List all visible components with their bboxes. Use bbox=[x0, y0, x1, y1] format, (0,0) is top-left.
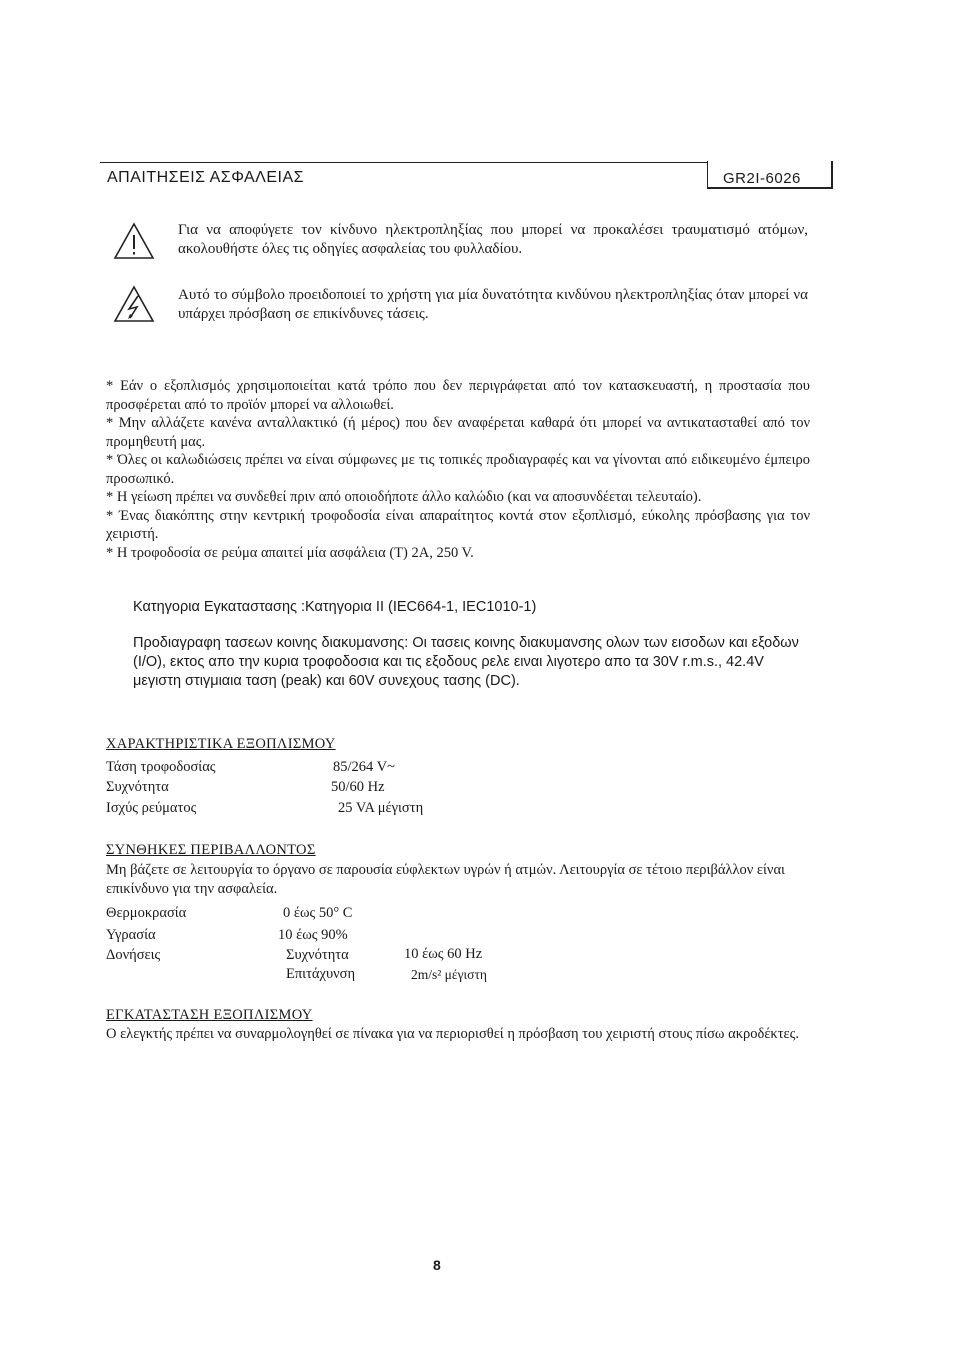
page-number: 8 bbox=[433, 1257, 441, 1273]
list-item: * Μην αλλάζετε κανένα ανταλλακτικό (ή μέρος) που δεν αναφέρεται καθαρά ότι μπορεί να αντικατασταθεί από τον προμηθευτή μας. bbox=[106, 415, 810, 450]
voltage-spec bbox=[133, 634, 808, 691]
list-item: * Ένας διακόπτης στην κεντρική τροφοδοσία είναι απαραίτητος κοντά στον εξοπλισμό, εύκολης πρόσβασης για τον χειριστή. bbox=[106, 507, 810, 542]
installation-text bbox=[106, 1025, 810, 1044]
humidity-label: Υγρασία bbox=[106, 927, 156, 943]
list-item: * Η τροφοδοσία σε ρεύμα απαιτεί μία ασφάλεια (T) 2A, 250 V. bbox=[106, 544, 474, 561]
spec-value-frequency: 50/60 Hz bbox=[331, 779, 385, 795]
warning-text-shock: Για να αποφύγετε τον κίνδυνο ηλεκτροπληξίας που μπορεί να προκαλέσει τραυματισμό ατόμων, ακολουθήστε όλες τις οδηγίες ασφαλείας του φυλλαδίου. bbox=[178, 222, 808, 257]
list-item: * Η γείωση πρέπει να συνδεθεί πριν από οποιοδήποτε άλλο καλώδιο (και να αποσυνδέεται τελευταίο). bbox=[106, 489, 702, 505]
list-item: * Όλες οι καλωδιώσεις πρέπει να είναι σύμφωνες με τις τοπικές προδιαγραφές και να γίνονται από ειδικευμένο έμπειρο προσωπικό. bbox=[106, 452, 810, 487]
spec-value-voltage: 85/264 V~ bbox=[333, 759, 395, 775]
acceleration-value: 2m/s² μέγιστη bbox=[411, 967, 487, 982]
warning-triangle-icon bbox=[113, 222, 155, 260]
voltage-spec-text: Προδιαγραφη τασεων κοινης διακυμανσης: Οι τασεις κοινης διακυμανσης ολων των εισοδων και εξοδων (I/O), εκτος απο την κυρια τροφοδοσια και τις εξοδους ρελε ειναι λιγοτερο απο τα 30V r.m.s., 42.4V μεγιστη στιγμιαια ταση (peak) και 60V συνεχους τασης (DC). bbox=[133, 635, 799, 689]
temperature-value: 0 έως 50° C bbox=[283, 905, 353, 921]
header-rule bbox=[100, 162, 708, 163]
document-code: GR2I-6026 bbox=[723, 170, 801, 187]
page-title: ΑΠΑΙΤΗΣΕΙΣ ΑΣΦΑΛΕΙΑΣ bbox=[107, 169, 305, 186]
environment-text bbox=[106, 861, 810, 899]
safety-bullet-list bbox=[106, 377, 810, 562]
spec-label-power: Ισχύς ρεύματος bbox=[106, 800, 197, 816]
environment-section-title: ΣΥΝΘΗΚΕΣ ΠΕΡΙΒΑΛΛΟΝΤΟΣ bbox=[106, 842, 316, 858]
spec-label-voltage: Τάση τροφοδοσίας bbox=[106, 759, 216, 775]
frequency-label: Συχνότητα bbox=[286, 947, 349, 963]
installation-paragraph: Ο ελεγκτής πρέπει να συναρμολογηθεί σε πίνακα για να περιορισθεί η πρόσβαση του χειριστή στους πίσω ακροδέκτες. bbox=[106, 1026, 799, 1042]
list-item: * Εάν ο εξοπλισμός χρησιμοποιείται κατά τρόπο που δεν περιγράφεται από τον κατασκευαστή, η προστασία που προσφέρεται από το προϊόν μπορεί να αλλοιωθεί. bbox=[106, 378, 810, 413]
environment-paragraph: Μη βάζετε σε λειτουργία το όργανο σε παρουσία εύφλεκτων υγρών ή ατμών. Λειτουργία σε τέτοιο περιβάλλον είναι επικίνδυνο για την ασφαλεία. bbox=[106, 862, 785, 897]
spec-value-power: 25 VA μέγιστη bbox=[338, 800, 424, 816]
installation-section-title: ΕΓΚΑΤΑΣΤΑΣΗ ΕΞΟΠΛΙΣΜΟΥ bbox=[106, 1007, 313, 1023]
high-voltage-icon bbox=[113, 285, 155, 323]
humidity-value: 10 έως 90% bbox=[278, 927, 348, 943]
vibration-label: Δονήσεις bbox=[106, 947, 161, 963]
warning-text-voltage: Αυτό το σύμβολο προειδοποιεί το χρήστη για μία δυνατότητα κινδύνου ηλεκτροπληξίας όταν μπορεί να υπάρχει πρόσβαση σε επικίνδυνες τάσεις. bbox=[178, 287, 808, 322]
acceleration-label: Επιτάχυνση bbox=[286, 966, 356, 982]
installation-category bbox=[133, 598, 808, 617]
temperature-label: Θερμοκρασία bbox=[106, 905, 187, 921]
equipment-section-title: ΧΑΡΑΚΤΗΡΙΣΤΙΚΑ ΕΞΟΠΛΙΣΜΟΥ bbox=[106, 736, 336, 752]
installation-category-text: Κατηγορια Εγκαταστασης :Κατηγορια II (IEC664-1, IEC1010-1) bbox=[133, 599, 537, 615]
spec-label-frequency: Συχνότητα bbox=[106, 779, 169, 795]
frequency-value: 10 έως 60 Hz bbox=[404, 946, 483, 962]
